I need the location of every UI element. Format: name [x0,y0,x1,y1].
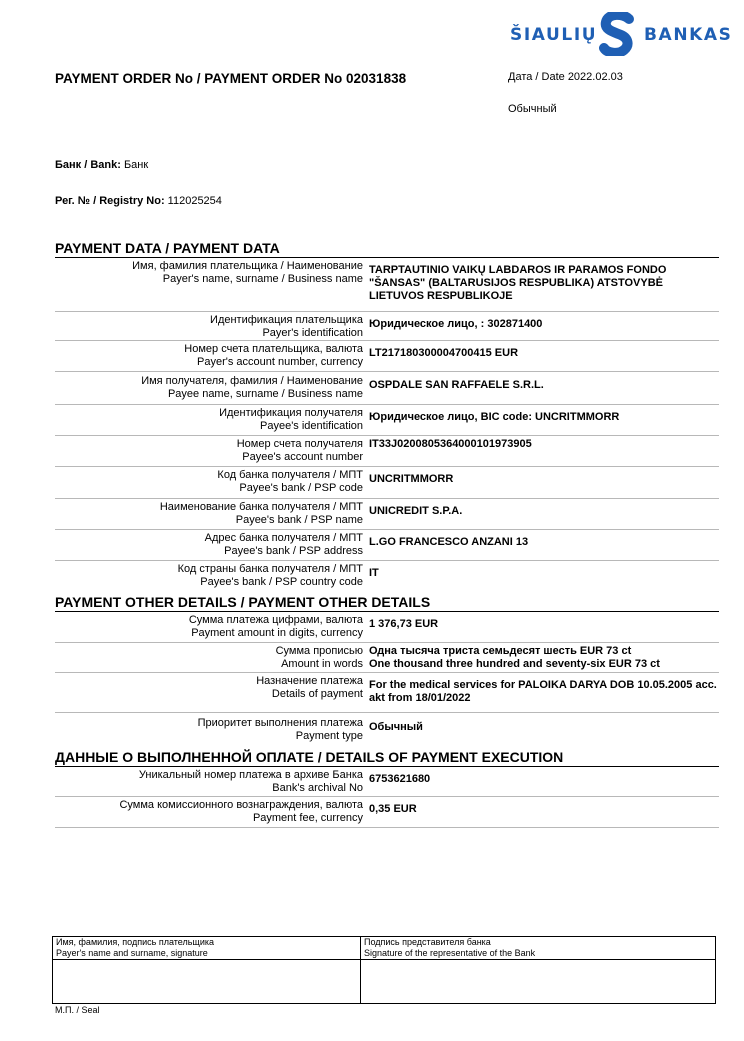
payer-signature-label: Имя, фамилия, подпись плательщика Payer's name and surname, signature [56,937,215,958]
field-row [55,716,719,745]
field-row [55,768,719,797]
field-label: Идентификация плательщика Payer's identification [210,314,363,339]
document-title: PAYMENT ORDER No / PAYMENT ORDER No 02031838 [55,71,407,86]
logo-text-right: BANKAS [644,25,733,45]
payee-bank-code-value: UNCRITMMORR [369,473,454,485]
field-label: Уникальный номер платежа в архиве Банка Bank's archival No [138,769,363,794]
registry-value: 112025254 [164,195,222,207]
field-label: Наименование банка получателя / МПТ Payee's bank / PSP name [159,501,363,526]
signature-header-divider [53,959,715,960]
field-label: Сумма прописью Amount in words [275,645,363,670]
field-label: Код страны банка получателя / МПТ Payee's bank / PSP country code [177,563,363,588]
bank-signature-label: Подпись представителя банка Signature of the representative of the Bank [364,937,536,958]
field-label: Номер счета плательщика, валюта Payer's account number, currency [184,343,363,368]
bank-label: Банк / Bank: [55,159,121,171]
payment-type-header: Обычный [508,103,557,115]
field-label: Сумма платежа цифрами, валюта Payment amount in digits, currency [188,614,363,639]
field-row [55,531,719,561]
section-other-details: PAYMENT OTHER DETAILS / PAYMENT OTHER DETAILS [55,595,719,612]
field-row [55,437,719,467]
seal-label: М.П. / Seal [55,1005,100,1015]
payee-bank-name-value: UNICREDIT S.P.A. [369,505,463,517]
payee-bank-address-value: L.GO FRANCESCO ANZANI 13 [369,536,529,548]
field-row [55,644,719,673]
field-label: Идентификация получателя Payee's identification [219,407,363,432]
field-label: Номер счета получателя Payee's account number [236,438,363,463]
field-row [55,562,719,591]
logo-text-left: ŠIAULIŲ [510,25,598,45]
field-label: Приоритет выполнения платежа Payment type [197,717,363,742]
payer-account-value: LT217180300004700415 EUR [369,347,519,359]
section-payment-execution: ДАННЫЕ О ВЫПОЛНЕННОЙ ОПЛАТЕ / DETAILS OF PAYMENT EXECUTION [55,750,719,767]
field-label: Имя получателя, фамилия / Наименование Payee name, surname / Business name [141,375,363,400]
field-row [55,468,719,499]
field-row [55,406,719,436]
document-date: Дата / Date 2022.02.03 [508,71,623,83]
amount-words-value: Одна тысяча триста семьдесят шесть EUR 73 ct One thousand three hundred and seventy-six EUR 73 ct [369,645,660,670]
field-label: Адрес банка получателя / МПТ Payee's bank / PSP address [204,532,363,557]
field-row [55,374,719,405]
field-row [55,798,719,828]
field-row [55,259,719,312]
registry-line [55,195,222,207]
signature-column-divider [360,937,361,1003]
section-payment-data: PAYMENT DATA / PAYMENT DATA [55,241,719,258]
field-row [55,613,719,643]
payer-id-value: Юридическое лицо, : 302871400 [369,318,543,330]
archival-number-value: 6753621680 [369,773,431,785]
field-row [55,342,719,372]
payment-type-value: Обычный [369,721,423,733]
payee-bank-country-value: IT [369,567,379,579]
payer-name-value: TARPTAUTINIO VAIKŲ LABDAROS IR PARAMOS FONDO "ŠANSAS" (BALTARUSIJOS RESPUBLIKA) ATSTOVYBĖ LIETUVOS RESPUBLIKOJE [369,264,667,302]
payee-name-value: OSPDALE SAN RAFFAELE S.R.L. [369,379,544,391]
field-label: Сумма комиссионного вознаграждения, валюта Payment fee, currency [119,799,363,824]
field-row [55,313,719,341]
field-row [55,674,719,713]
bank-line [55,159,148,171]
field-label: Имя, фамилия плательщика / Наименование Payer's name, surname / Business name [132,260,363,285]
payee-id-value: Юридическое лицо, BIC code: UNCRITMMORR [369,411,620,423]
payment-details-value: For the medical services for PALOIKA DARYA DOB 10.05.2005 acc. akt from 18/01/2022 [369,679,717,704]
amount-digits-value: 1 376,73 EUR [369,618,439,630]
bank-value: Банк [120,159,149,171]
registry-label: Рег. № / Registry No: [55,195,165,207]
payee-account-value: IT33J0200805364000101973905 [369,438,532,450]
field-row [55,500,719,530]
logo-s-mark-icon [599,12,635,56]
field-label: Назначение платежа Details of payment [256,675,363,700]
payment-fee-value: 0,35 EUR [369,803,417,815]
signature-table [52,936,716,1004]
field-label: Код банка получателя / МПТ Payee's bank / PSP code [217,469,363,494]
